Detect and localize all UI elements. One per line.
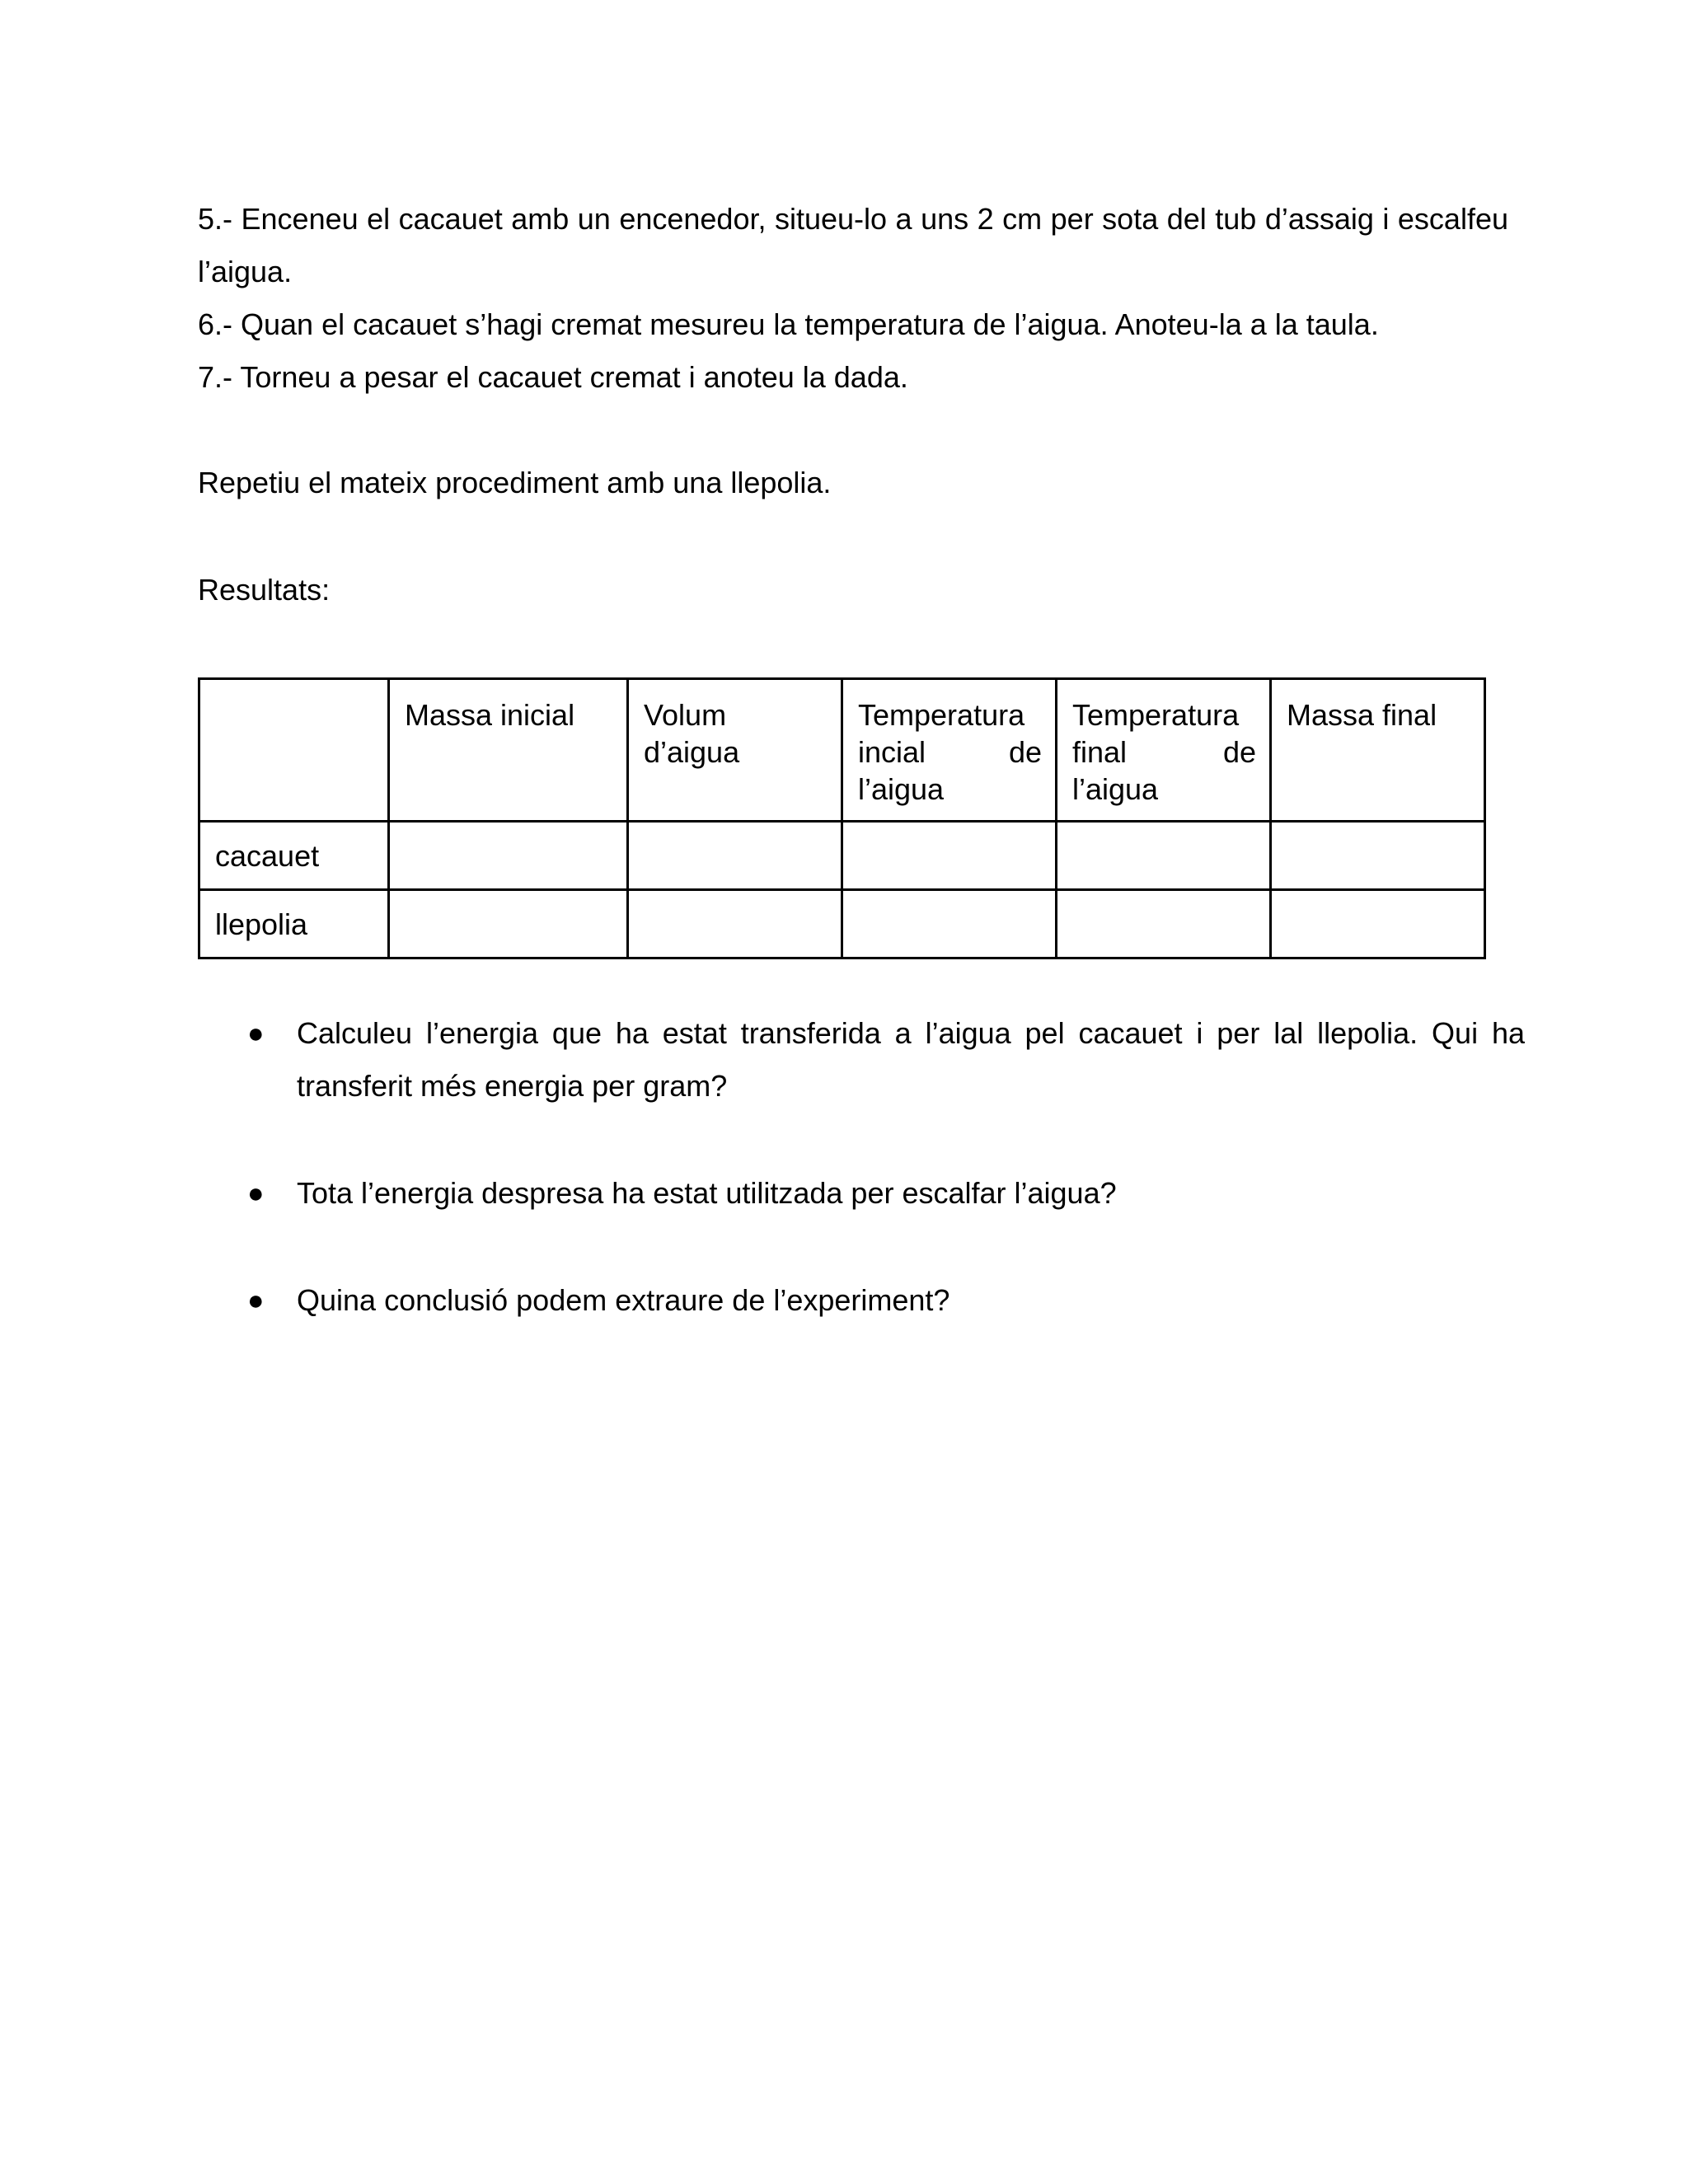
row-label-cacauet: cacauet [199, 822, 389, 890]
table-cell [1271, 822, 1485, 890]
table-header-cell-massa-final: Massa final [1271, 679, 1485, 822]
table-header-cell-temperatura-final: Temperatura final de l’aigua [1057, 679, 1271, 822]
question-3-text: Quina conclusió podem extraure de l’experiment? [297, 1283, 950, 1317]
table-cell [1057, 890, 1271, 958]
table-header-cell-massa-inicial: Massa inicial [389, 679, 628, 822]
table-cell [628, 890, 842, 958]
table-cell [389, 890, 628, 958]
question-3 [247, 1274, 1525, 1327]
table-header-cell-empty [199, 679, 389, 822]
table-cell [1057, 822, 1271, 890]
table-cell [1271, 890, 1485, 958]
table-header-cell-temperatura-inicial: Temperatura incial de l’aigua [842, 679, 1057, 822]
bullet-icon: ● [247, 1285, 265, 1316]
bullet-icon: ● [247, 1178, 265, 1209]
question-1-text: Calculeu l’energia que ha estat transferida a l’aigua pel cacauet i per lal llepolia. Qui ha transferit més energia per gram? [297, 1016, 1525, 1103]
table-row [199, 822, 1485, 890]
question-2 [247, 1167, 1525, 1220]
step-6-text: 6.- Quan el cacauet s’hagi cremat mesureu la temperatura de l’aigua. Anoteu-la a la taula. [198, 307, 1379, 341]
step-7-text: 7.- Torneu a pesar el cacauet cremat i anoteu la dada. [198, 360, 908, 394]
table-cell [842, 822, 1057, 890]
table-header-row [199, 679, 1485, 822]
bullet-icon: ● [247, 1018, 265, 1049]
table-cell [628, 822, 842, 890]
step-5-text: 5.- Enceneu el cacauet amb un encenedor, situeu-lo a uns 2 cm per sota del tub d’assaig i escalfeu l’aigua. [198, 202, 1508, 288]
row-label-llepolia: llepolia [199, 890, 389, 958]
table-row [199, 890, 1485, 958]
table-header-cell-volum-aigua: Volum d’aigua [628, 679, 842, 822]
question-1 [247, 1007, 1525, 1113]
results-heading: Resultats: [198, 573, 331, 607]
table-cell [842, 890, 1057, 958]
table-cell [389, 822, 628, 890]
question-2-text: Tota l’energia despresa ha estat utilitzada per escalfar l’aigua? [297, 1176, 1117, 1210]
repeat-instruction: Repetiu el mateix procediment amb una llepolia. [198, 466, 832, 499]
results-table [198, 677, 1486, 959]
